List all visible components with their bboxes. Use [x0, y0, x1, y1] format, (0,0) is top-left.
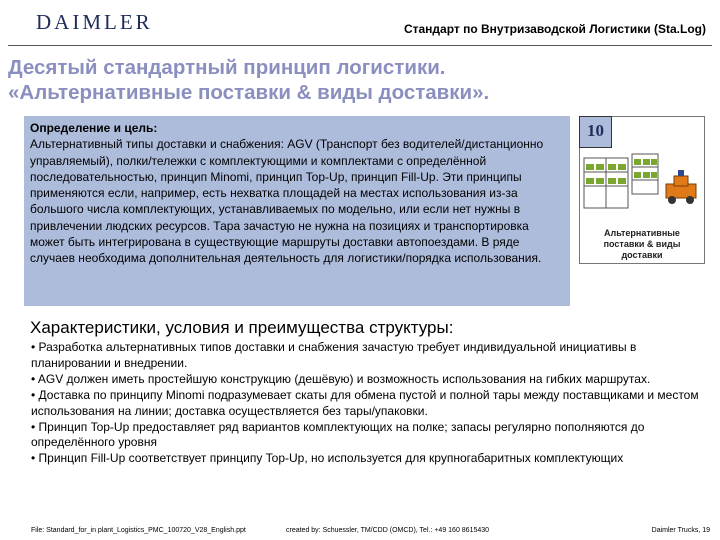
list-item: • Разработка альтернативных типов доставки и снабжения зачастую требует индивидуальной инициативы в планировании и внедрении. [31, 340, 637, 370]
list-item: • AGV должен иметь простейшую конструкцию (дешёвую) и возможность использования на гибких маршрутах. [31, 371, 651, 386]
footer-page: Daimler Trucks, 19 [651, 527, 710, 534]
standard-title: Стандарт по Внутризаводской Логистики (Sta.Log) [403, 22, 706, 36]
caption-line-2: поставки & виды [603, 239, 681, 249]
slide-title-line-1: Десятый стандартный принцип логистики. [8, 56, 446, 79]
definition-box [24, 116, 570, 306]
slide-title-line-2: «Альтернативные поставки & виды доставки». [8, 81, 490, 104]
characteristics-heading: Характеристики, условия и преимущества структуры: [30, 318, 454, 337]
shelf-agv-illustration [582, 152, 702, 212]
daimler-logo: DAIMLER [36, 10, 153, 34]
characteristics-list [31, 340, 711, 467]
caption-line-1: Альтернативные [604, 228, 680, 238]
definition-heading: Определение и цель: [30, 121, 158, 135]
header-divider [8, 45, 712, 46]
list-item: • Принцип Fill-Up соответствует принципу Top-Up, но используется для крупногабаритных комплектующих [31, 451, 624, 466]
list-item: • Доставка по принципу Minomi подразумевает скаты для обмена пустой и полной тары между поставщиками и местом использования на линии; доставка осуществляется без тары/упаковки. [31, 387, 699, 418]
list-item: • Принцип Top-Up предоставляет ряд вариантов комплектующих на полке; запасы регулярно пополняются до определённого уровня [31, 419, 645, 450]
caption-line-3: доставки [621, 250, 663, 260]
principle-number-badge: 10 [579, 116, 612, 148]
illustration-caption [579, 228, 705, 261]
slide-title [8, 55, 708, 105]
definition-text: Альтернативный типы доставки и снабжения: AGV (Транспорт без водителей/дистанционно управляемый), полки/тележки с комплектующими и комплектами с определённой последовательностью, принцип Minomi, принцип Top-Up, принцип Fill-Up. Эти принципы применяются если, например, есть нехватка площадей на местах использования из-за большого числа комплектующих, устанавливаемых по модельно, или если нет нужны в привлечении людских ресурсов. Тара зачастую не нужна на позициях и транспортировка может быть интегрирована в существующие маршруты доставки автопоездами. В ряде случаев необходима дополнительная деятельность для логистики/порядка использования. [30, 137, 544, 266]
footer-created-by: created by: Schuessler, TM/CDD (OMCD), Tel.: +49 160 8615430 [286, 527, 490, 534]
agv-vehicle-icon [666, 170, 696, 204]
footer-file: File: Standard_for_in plant_Logistics_PMC_100720_V28_English.ppt [31, 527, 246, 534]
